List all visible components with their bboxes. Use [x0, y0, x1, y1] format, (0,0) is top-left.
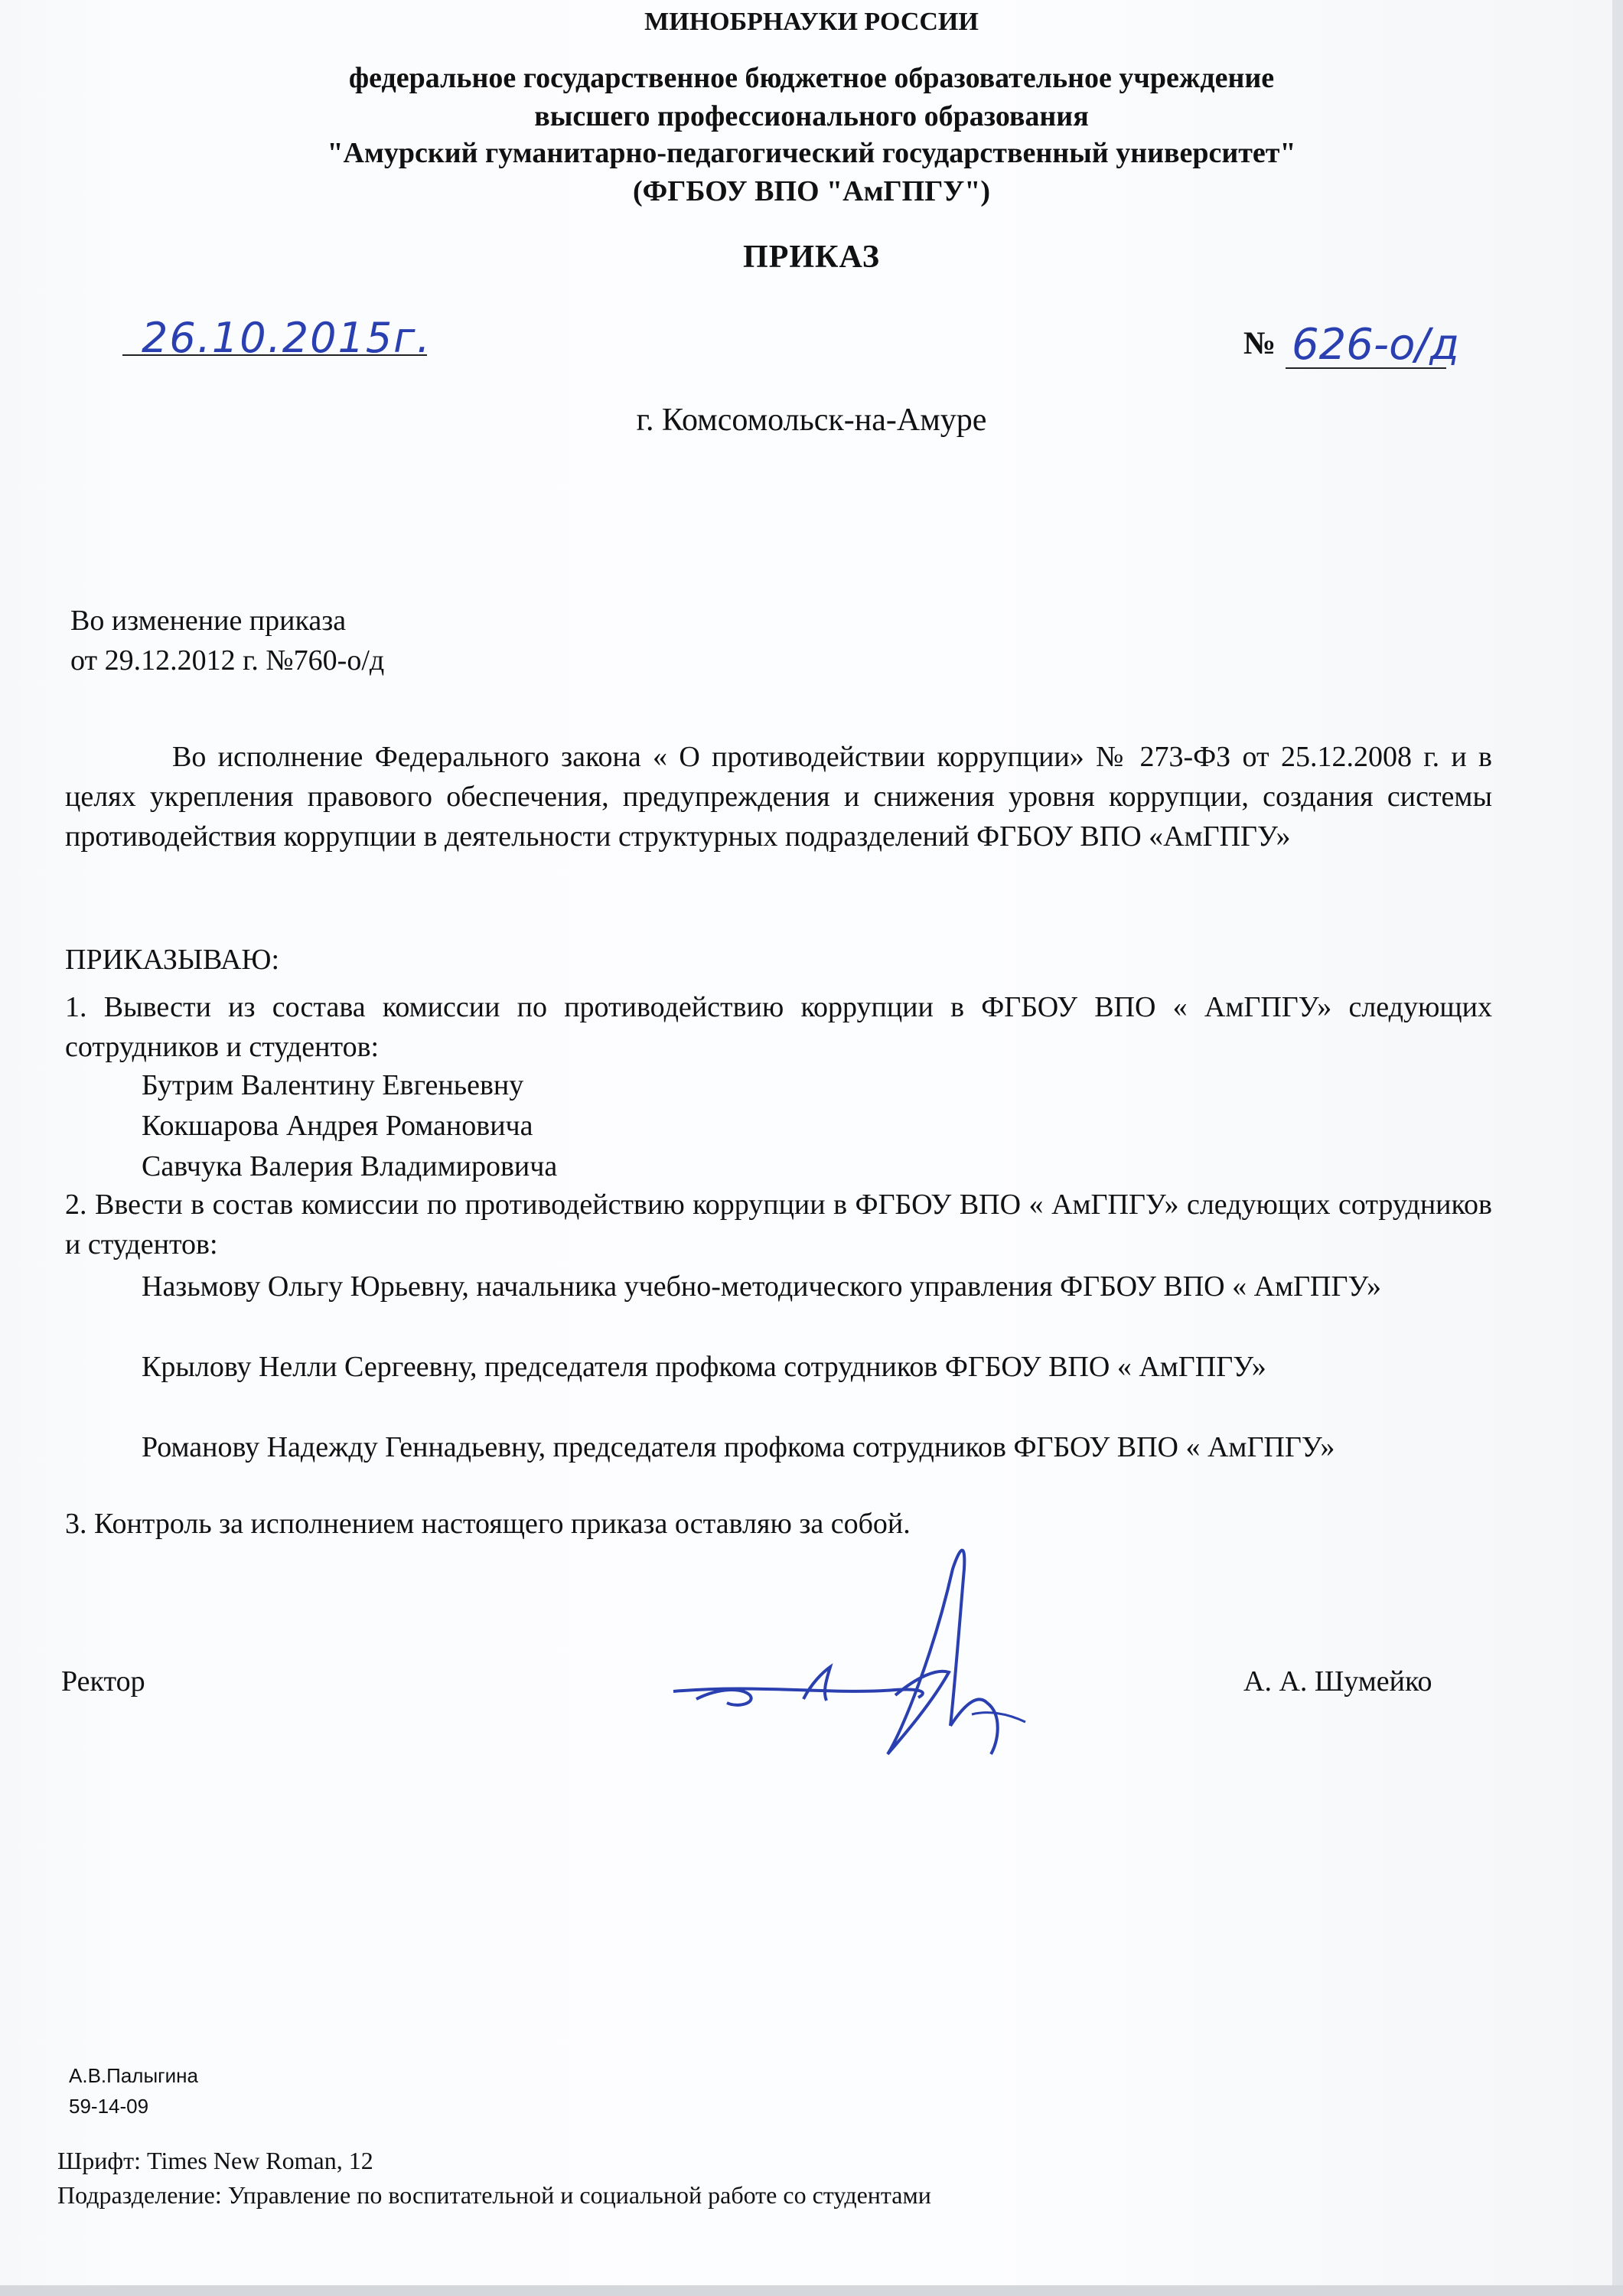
executor-name: А.В.Палыгина: [69, 2064, 198, 2087]
number-label: №: [1243, 326, 1276, 361]
added-member-3: [65, 1427, 1492, 1467]
added-member-text: Крылову Нелли Сергеевну, председателя профкома сотрудников ФГБОУ ВПО « АмГПГУ»: [142, 1351, 1266, 1383]
order-item-3: 3. Контроль за исполнением настоящего приказа оставляю за собой.: [65, 1508, 911, 1540]
org-line-4: (ФГБОУ ВПО "АмГПГУ"): [632, 175, 991, 207]
order-item-2: 2. Ввести в состав комиссии по противодействию коррупции в ФГБОУ ВПО « АмГПГУ» следующих сотрудников и студентов:: [65, 1189, 1492, 1261]
added-member-2: [65, 1347, 1492, 1387]
added-member-1: [65, 1267, 1492, 1306]
list-item: Савчука Валерия Владимировича: [142, 1150, 558, 1182]
page-edge-right: [1612, 0, 1623, 2296]
preamble-paragraph: [65, 737, 1492, 856]
amendment-line-2: от 29.12.2012 г. №760-о/д: [70, 644, 385, 677]
rector-signature: [666, 1538, 1094, 1776]
order-item-1: 1. Вывести из состава комиссии по противодействию коррупции в ФГБОУ ВПО « АмГПГУ» следующих сотрудников и студентов:: [65, 991, 1492, 1063]
preamble-text: Во исполнение Федерального закона « О противодействии коррупции» № 273-ФЗ от 25.12.2008 г. и в целях укрепления правового обеспечения, предупреждения и снижения уровня коррупции, создания системы противодействия коррупции в деятельности структурных подразделений ФГБОУ ВПО «АмГПГУ»: [65, 741, 1492, 853]
removed-members-list: [142, 1065, 557, 1187]
city-line: г. Комсомольск-на-Амуре: [636, 403, 987, 438]
added-member-text: Назьмову Ольгу Юрьевну, начальника учебно-методического управления ФГБОУ ВПО « АмГПГУ»: [142, 1270, 1381, 1303]
document-title: ПРИКАЗ: [743, 240, 880, 275]
list-item: Кокшарова Андрея Романовича: [142, 1110, 533, 1142]
footer-font-note: Шрифт: Times New Roman, 12: [57, 2147, 373, 2174]
org-line-2: высшего профессионального образования: [534, 100, 1089, 132]
org-line-3: "Амурский гуманитарно-педагогический государственный университет": [327, 137, 1296, 169]
ministry-heading: МИНОБРНАУКИ РОССИИ: [644, 8, 979, 36]
org-line-1: федеральное государственное бюджетное образовательное учреждение: [348, 62, 1275, 94]
footer-department-note: Подразделение: Управление по воспитательной и социальной работе со студентами: [57, 2181, 931, 2209]
list-item: Бутрим Валентину Евгеньевну: [142, 1069, 524, 1101]
amendment-note: [70, 601, 384, 680]
handwritten-date: 26.10.2015г.: [142, 314, 432, 362]
order-word: ПРИКАЗЫВАЮ:: [65, 944, 280, 976]
added-member-text: Романову Надежду Геннадьевну, председателя профкома сотрудников ФГБОУ ВПО « АмГПГУ»: [142, 1431, 1335, 1463]
signatory-position: Ректор: [61, 1665, 145, 1698]
executor-phone: 59-14-09: [69, 2095, 149, 2118]
page-edge-bottom: [0, 2285, 1623, 2296]
handwritten-number: 626-о/д: [1292, 320, 1459, 370]
amendment-line-1: Во изменение приказа: [70, 605, 347, 637]
signatory-name: А. А. Шумейко: [1243, 1665, 1432, 1698]
